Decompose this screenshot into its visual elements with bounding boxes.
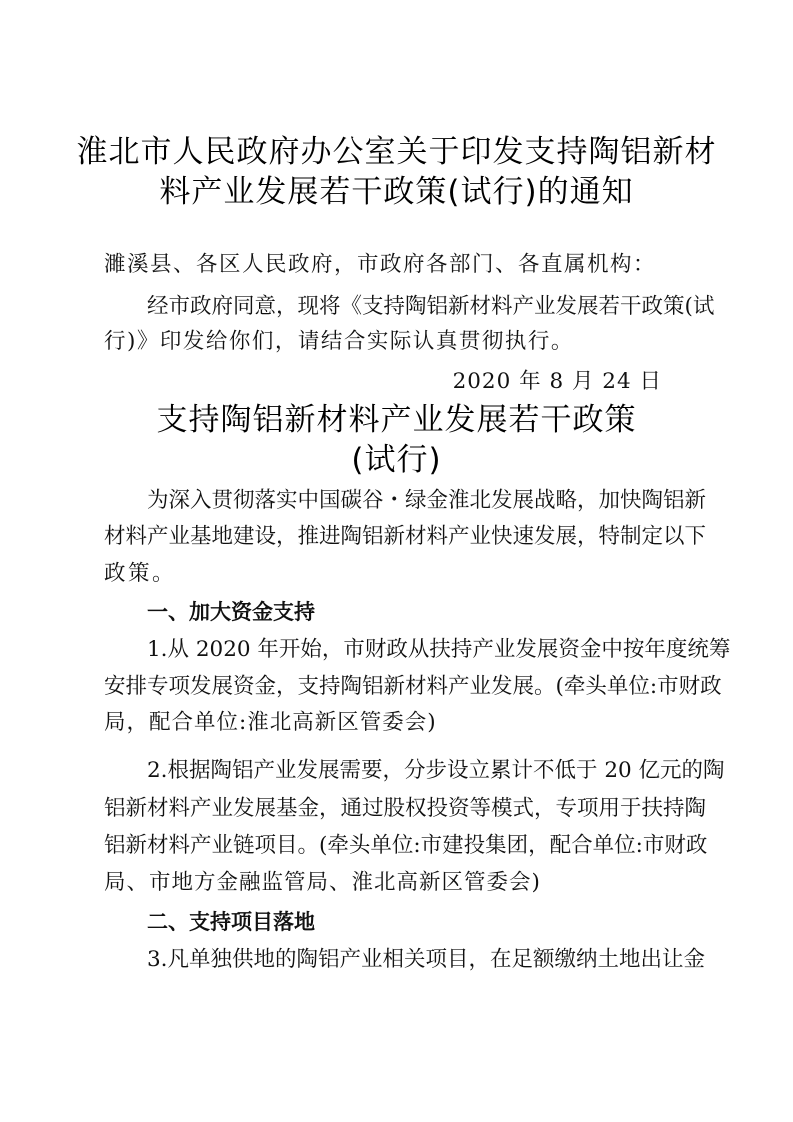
notice-body-line-1: 经市政府同意，现将《支持陶铝新材料产业发展若干政策(试 [147,294,715,319]
intro-line-3: 政策。 [104,561,177,586]
intro-line-1: 为深入贯彻落实中国碳谷・绿金淮北发展战略，加快陶铝新 [147,488,707,513]
item-3-line-1: 3.凡单独供地的陶铝产业相关项目，在足额缴纳土地出让金 [147,947,706,972]
item-2-line-1: 2.根据陶铝产业发展需要，分步设立累计不低于 20 亿元的陶 [147,758,725,783]
policy-title: 支持陶铝新材料产业发展若干政策 [156,402,637,438]
item-1-line-2: 安排专项发展资金，支持陶铝新材料产业发展。(牵头单位:市财政 [104,674,722,699]
item-1-line-1: 1.从 2020 年开始，市财政从扶持产业发展资金中按年度统筹 [147,637,731,662]
section-1-heading: 一、加大资金支持 [147,600,315,624]
item-2-line-4: 局、市地方金融监管局、淮北高新区管委会) [104,870,541,895]
notice-date: 2020 年 8 月 24 日 [452,369,662,394]
salutation: 濉溪县、各区人民政府，市政府各部门、各直属机构： [104,252,657,277]
item-2-line-2: 铝新材料产业发展基金，通过股权投资等模式，专项用于扶持陶 [104,796,707,821]
section-2-heading: 二、支持项目落地 [147,910,315,934]
notice-body-line-2: 行)》印发给你们，请结合实际认真贯彻执行。 [104,329,574,354]
policy-subtitle: (试行) [351,442,442,478]
notice-title-line-1: 淮北市人民政府办公室关于印发支持陶铝新材 [76,134,717,170]
intro-line-2: 材料产业基地建设，推进陶铝新材料产业快速发展，特制定以下 [104,524,707,549]
notice-title-line-2: 料产业发展若干政策(试行)的通知 [159,174,634,210]
item-2-line-3: 铝新材料产业链项目。(牵头单位:市建投集团，配合单位:市财政 [104,833,708,858]
item-1-line-3: 局，配合单位:淮北高新区管委会) [104,710,437,735]
